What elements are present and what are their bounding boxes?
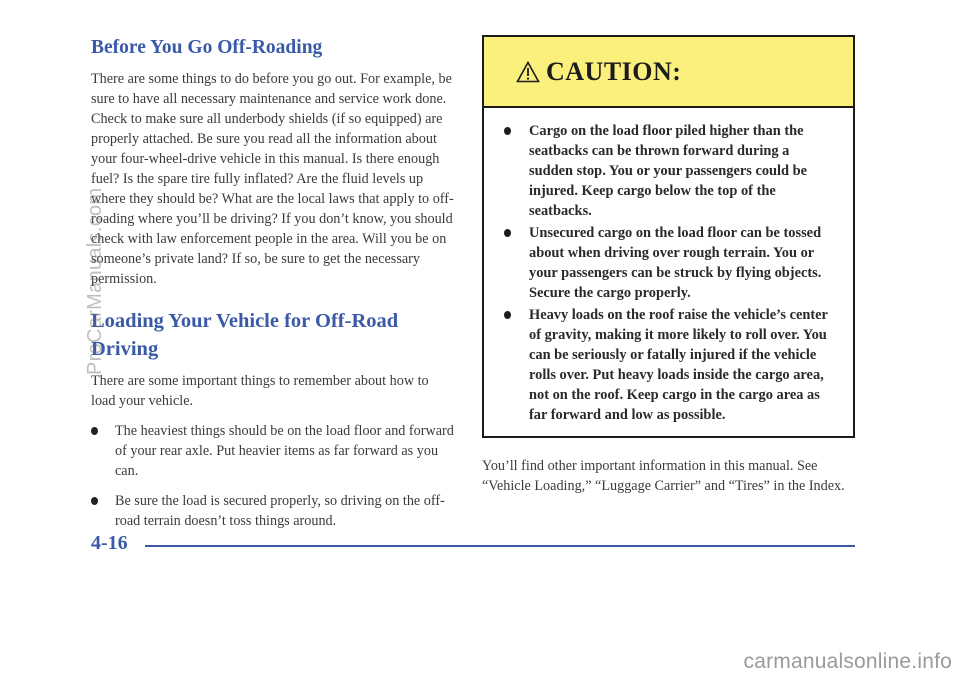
list-item-text: Be sure the load is secured properly, so driving on the off-road terrain doesn’t toss things around. (115, 493, 445, 529)
bullet-icon (504, 311, 511, 319)
bullet-icon (91, 497, 98, 505)
bullet-icon (91, 427, 98, 435)
caution-header (484, 37, 853, 108)
site-watermark: carmanualsonline.info (743, 650, 952, 673)
list-item (91, 491, 456, 531)
paragraph-see-index: You’ll find other important information in this manual. See “Vehicle Loading,” “Luggage Carrier” and “Tires” in the Index. (482, 458, 845, 494)
left-column (91, 35, 456, 541)
bullet-icon (504, 127, 511, 135)
footer-rule (145, 545, 855, 547)
watermark: ProCarManuals.com (84, 187, 106, 375)
list-item-text: The heaviest things should be on the load floor and forward of your rear axle. Put heavier items as far forward as you can. (115, 423, 454, 479)
list-item-text: Cargo on the load floor piled higher than the seatbacks can be thrown forward during a sudden stop. You or your passengers could be injured. Keep cargo below the top of the seatbacks. (529, 123, 808, 219)
list-item (91, 421, 456, 481)
list-item (504, 305, 829, 425)
bullet-icon (504, 229, 511, 237)
caution-bullet-list (504, 121, 829, 427)
paragraph-loading-intro: There are some important things to remember about how to load your vehicle. (91, 373, 429, 409)
paragraph-before-off-roading: There are some things to do before you go out. For example, be sure to have all necessary maintenance and service work done. Check to make sure all underbody shields (if so equipped) are properly attached. Be sure you read all the information about your four-wheel-drive vehicle in this manual. Is there enough fuel? Is the spare tire fully inflated? Are the fluid levels up where they should be? What are the local laws that apply to off-roading where you’ll be driving? If you don’t know, you should check with law enforcement people in the area. Will you be on someone’s private land? If so, be sure to get the necessary permission. (91, 71, 454, 287)
list-item-text: Heavy loads on the roof raise the vehicle’s center of gravity, making it more likely to roll over. You can be seriously or fatally injured if the vehicle rolls over. Put heavy loads inside the cargo area, not on the roof. Keep cargo in the cargo area as far forward and low as possible. (529, 307, 828, 423)
caution-title: CAUTION: (546, 57, 682, 86)
section-heading-before-off-roading: Before You Go Off-Roading (91, 37, 323, 58)
list-item (504, 223, 829, 303)
list-item-text: Unsecured cargo on the load floor can be tossed about when driving over rough terrain. You or your passengers can be struck by flying objects. Secure the cargo properly. (529, 225, 822, 301)
loading-bullet-list (91, 421, 456, 531)
list-item (504, 121, 829, 221)
page-number: 4-16 (91, 532, 128, 554)
warning-triangle-icon (516, 61, 540, 83)
caution-box (482, 35, 855, 438)
section-heading-loading-vehicle: Loading Your Vehicle for Off-Road Driving (91, 310, 399, 360)
